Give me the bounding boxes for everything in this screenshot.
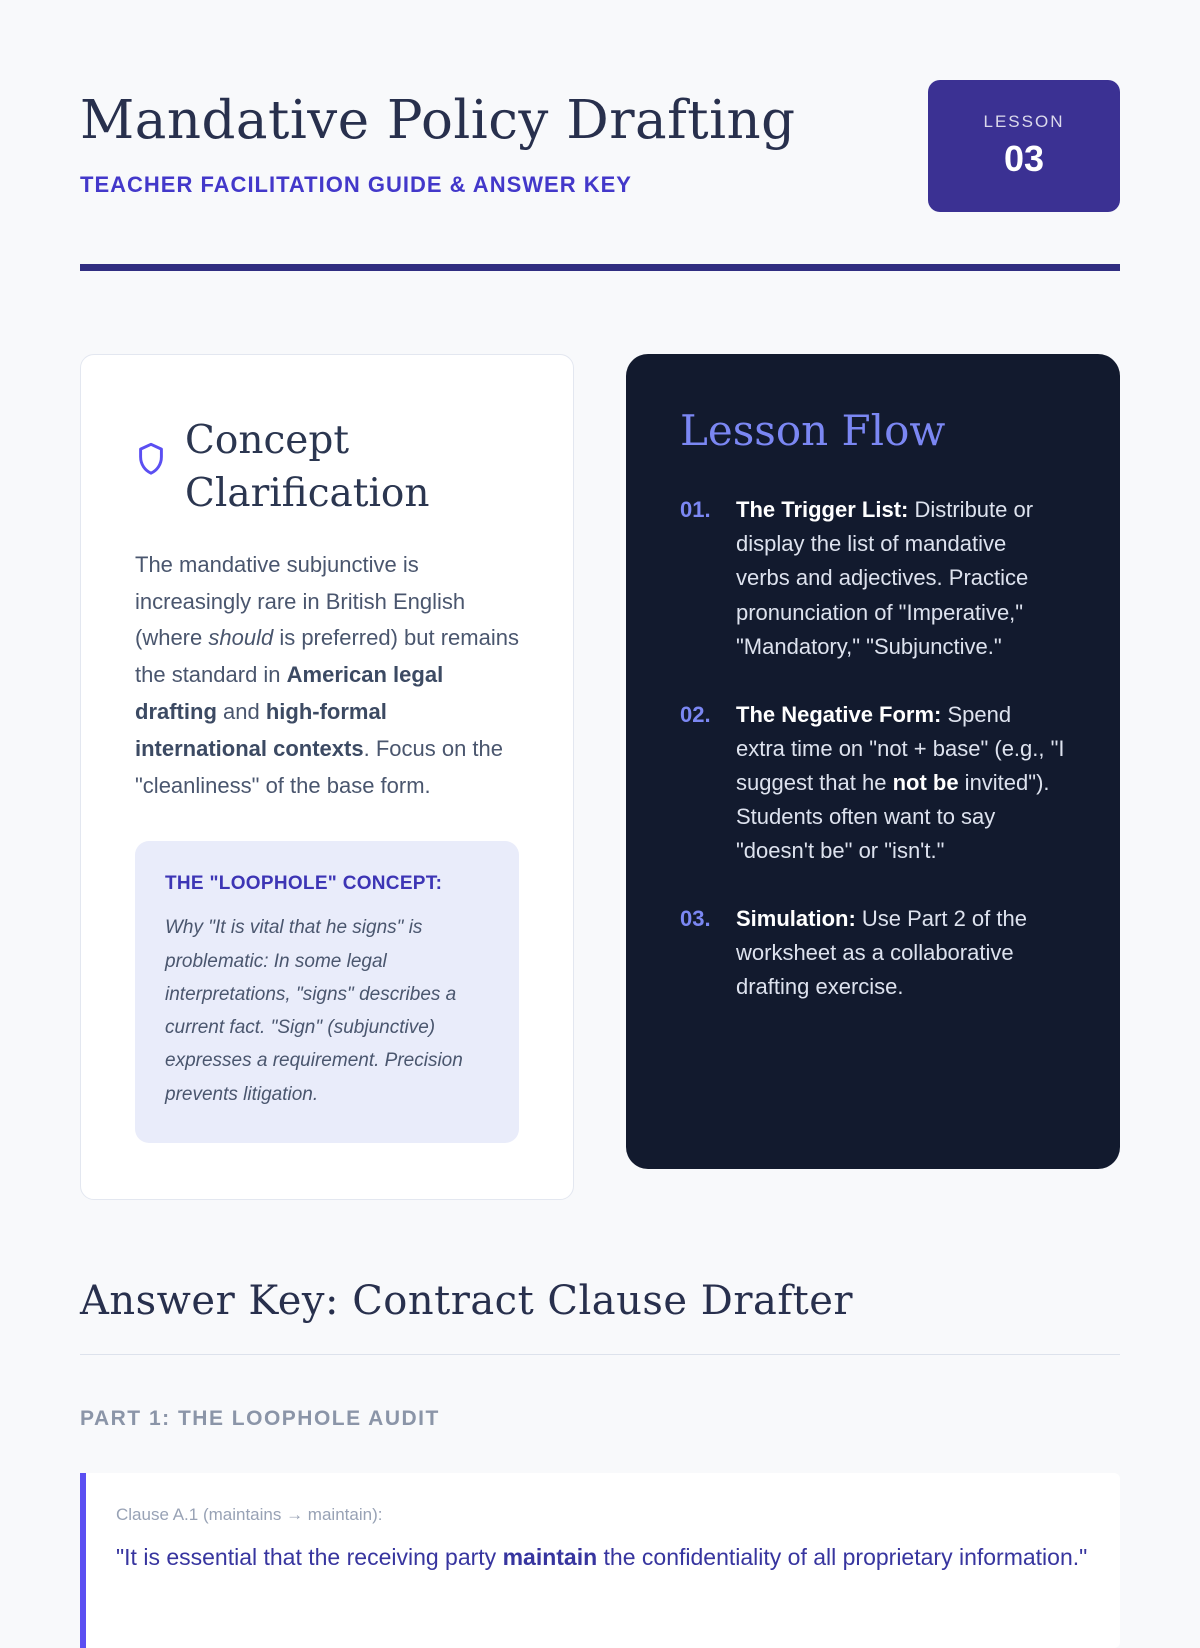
text-segment: Simulation: [736, 906, 856, 932]
text-segment: . Focus on the "cleanliness" of the base form. [135, 736, 504, 799]
text-segment: Spend extra time on "not + base" (e.g., "I suggest that he [736, 701, 1065, 795]
text-segment: invited"). Students often want to say "doesn't be" or "isn't." [736, 769, 1050, 864]
lesson-badge-label: LESSON [983, 112, 1065, 131]
cards-row [80, 354, 1120, 1199]
page-title: Mandative Policy Drafting [80, 90, 796, 151]
page-root [80, 0, 1120, 1648]
text-segment: not be [892, 769, 959, 795]
loophole-callout-title: THE "LOOPHOLE" CONCEPT: [165, 873, 443, 895]
concept-clarification-card [80, 354, 574, 1199]
lesson-flow-item [680, 902, 1066, 1004]
lesson-badge-number: 03 [1003, 138, 1045, 179]
lesson-flow-list [680, 493, 1066, 1004]
text-segment: high-formal international contexts [135, 699, 387, 762]
lesson-item-text [736, 493, 1066, 663]
shield-icon [135, 441, 167, 482]
clause-label: Clause A.1 (maintains → maintain): [116, 1504, 383, 1524]
loophole-callout-body: Why "It is vital that he signs" is problematic: In some legal interpretations, "signs" describes a current fact. "Sign" (subjunctive) expresses a requirement. Precision prevents litigation. [165, 917, 463, 1105]
lesson-item-number: 02. [680, 701, 711, 727]
lesson-flow-title: Lesson Flow [680, 406, 946, 456]
clause-quote-block [80, 1473, 1120, 1648]
lesson-item-text [736, 698, 1066, 868]
page-subtitle: TEACHER FACILITATION GUIDE & ANSWER KEY [80, 172, 632, 198]
lesson-item-number: 01. [680, 497, 711, 523]
text-segment: the confidentiality of all proprietary information." [597, 1543, 1088, 1570]
text-segment: and [216, 699, 266, 725]
lesson-badge [928, 80, 1120, 212]
text-segment: maintain [502, 1543, 598, 1570]
lesson-flow-item [680, 493, 1066, 663]
lesson-flow-item [680, 698, 1066, 868]
text-segment: The Trigger List: [736, 497, 909, 523]
concept-card-header [135, 415, 519, 520]
clause-quote-text [116, 1539, 1090, 1577]
text-segment: Use Part 2 of the worksheet as a collaborative drafting exercise. [736, 906, 1027, 1000]
text-segment: The Negative Form: [736, 701, 942, 727]
text-segment: is preferred) but remains the standard in [135, 625, 519, 688]
answer-key-title: Answer Key: Contract Clause Drafter [80, 1277, 854, 1324]
part1-label: PART 1: THE LOOPHOLE AUDIT [80, 1406, 440, 1430]
text-segment: The mandative subjunctive is increasingly rare in British English (where [135, 551, 466, 651]
text-segment: should [208, 625, 274, 651]
text-segment: American legal drafting [135, 662, 444, 725]
lesson-flow-card [626, 354, 1120, 1169]
concept-card-body [135, 547, 519, 806]
text-segment: Distribute or display the list of mandative verbs and adjectives. Practice pronunciation of "Imperative," "Mandatory," "Subjunctive." [736, 497, 1034, 659]
lesson-item-text [736, 902, 1066, 1004]
loophole-callout [135, 841, 519, 1143]
lesson-item-number: 03. [680, 906, 711, 932]
header-divider [80, 264, 1120, 271]
concept-card-title: Concept Clarification [185, 418, 430, 516]
text-segment: "It is essential that the receiving party [116, 1543, 503, 1570]
header [80, 92, 1120, 271]
answer-key-divider [80, 1354, 1120, 1355]
